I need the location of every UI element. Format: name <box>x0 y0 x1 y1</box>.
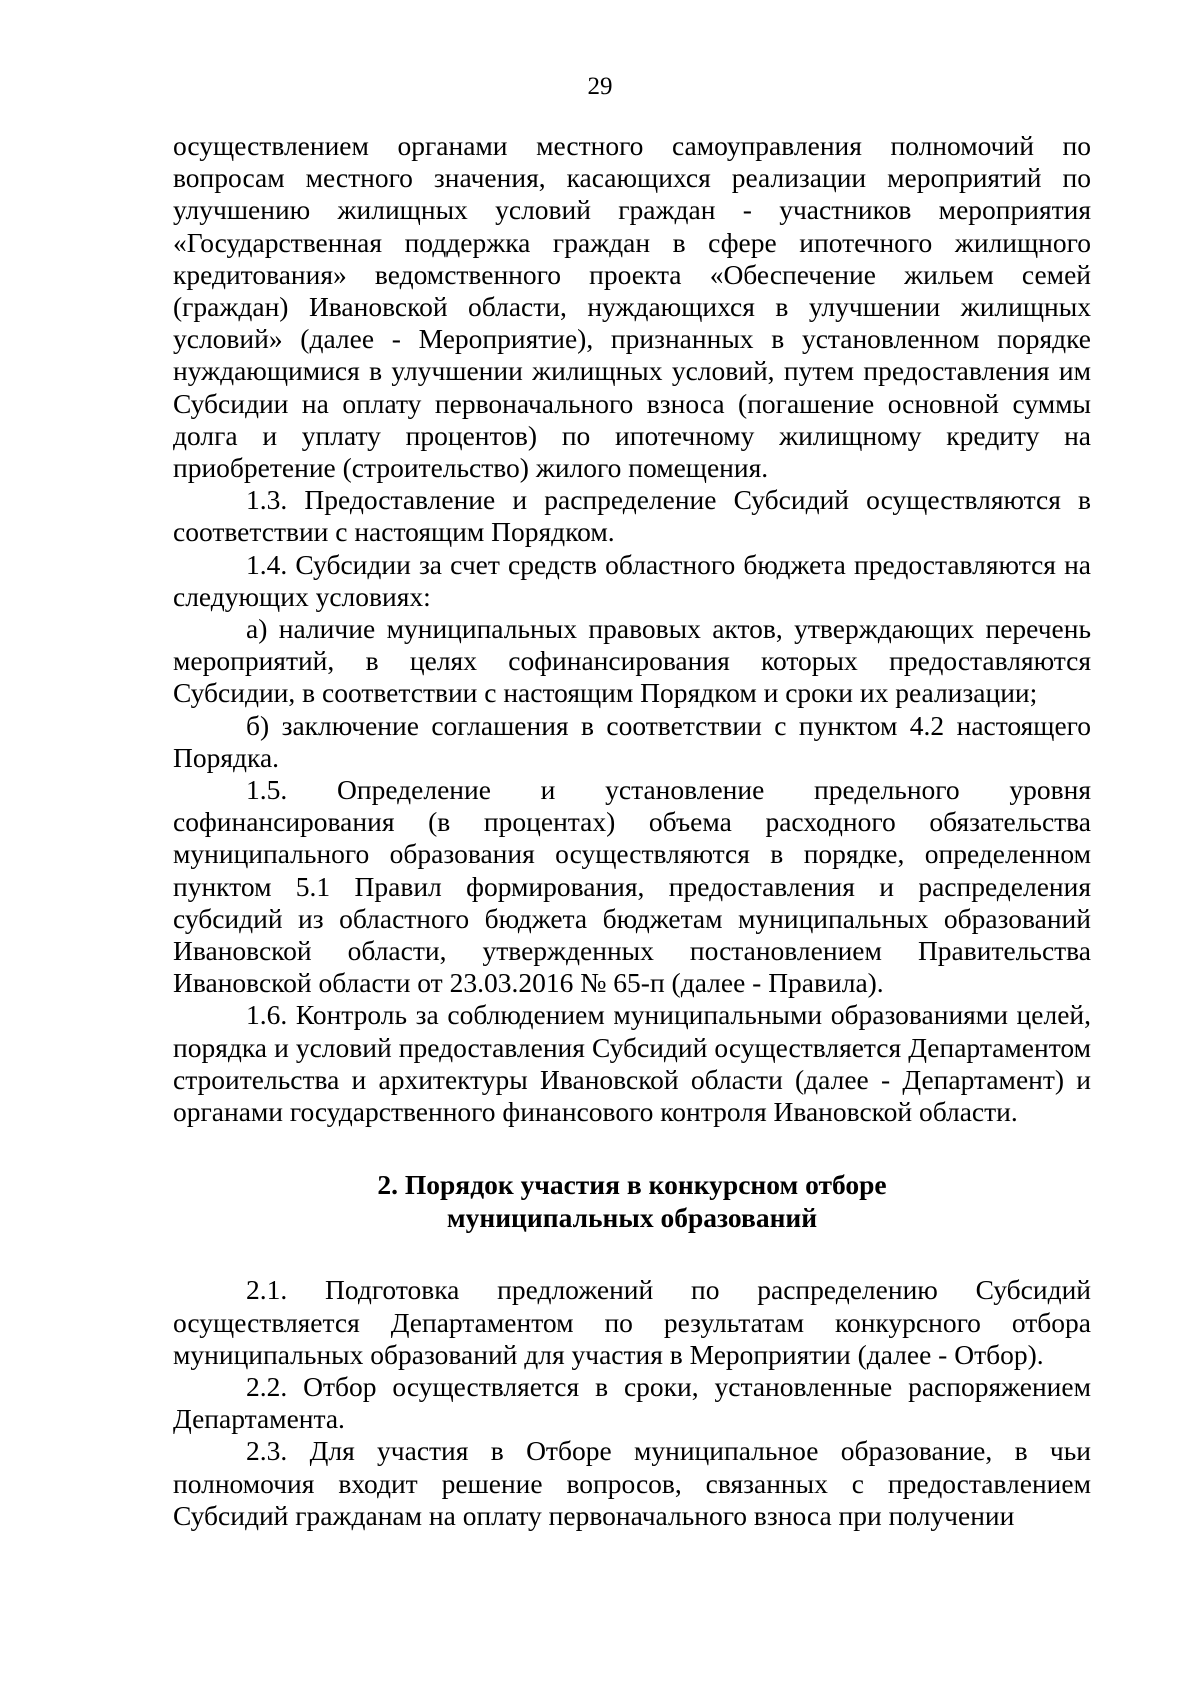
paragraph-2-3: 2.3. Для участия в Отборе муниципальное образование, в чьи полномочия входит решение вопросов, связанных с предоставлением Субсидий гражданам на оплату первоначального взноса при получении <box>173 1435 1091 1531</box>
paragraph-1-3: 1.3. Предоставление и распределение Субсидий осуществляются в соответствии с настоящим Порядком. <box>173 484 1091 548</box>
paragraph-2-1: 2.1. Подготовка предложений по распределению Субсидий осуществляется Департаментом по результатам конкурсного отбора муниципальных образований для участия в Мероприятии (далее - Отбор). <box>173 1274 1091 1370</box>
page-number: 29 <box>587 73 613 100</box>
paragraph-continuation: осуществлением органами местного самоуправления полномочий по вопросам местного значения, касающихся реализации мероприятий по улучшению жилищных условий граждан - участников мероприятия «Государственная поддержка граждан в сфере ипотечного жилищного кредитования» ведомственного проекта «Обеспечение жильем семей (граждан) Ивановской области, нуждающихся в улучшении жилищных условий» (далее - Мероприятие), признанных в установленном порядке нуждающимися в улучшении жилищных условий, путем предоставления им Субсидии на оплату первоначального взноса (погашение основной суммы долга и уплату процентов) по ипотечному жилищному кредиту на приобретение (строительство) жилого помещения. <box>173 130 1091 484</box>
document-body <box>173 130 1091 1532</box>
paragraph-1-6: 1.6. Контроль за соблюдением муниципальными образованиями целей, порядка и условий предоставления Субсидий осуществляется Департаментом строительства и архитектуры Ивановской области (далее - Департамент) и органами государственного финансового контроля Ивановской области. <box>173 999 1091 1128</box>
paragraph-1-4: 1.4. Субсидии за счет средств областного бюджета предоставляются на следующих условиях: <box>173 548 1091 612</box>
section-2-heading-line-2: муниципальных образований <box>446 1202 818 1234</box>
paragraph-1-4-b: б) заключение соглашения в соответствии с пунктом 4.2 настоящего Порядка. <box>173 709 1091 773</box>
paragraph-1-4-a: а) наличие муниципальных правовых актов, утверждающих перечень мероприятий, в целях софинансирования которых предоставляются Субсидии, в соответствии с настоящим Порядком и сроки их реализации; <box>173 613 1091 709</box>
section-2-heading-line-1: 2. Порядок участия в конкурсном отборе <box>377 1169 887 1201</box>
paragraph-2-2: 2.2. Отбор осуществляется в сроки, установленные распоряжением Департамента. <box>173 1370 1091 1435</box>
paragraph-1-5: 1.5. Определение и установление предельного уровня софинансирования (в процентах) объема расходного обязательства муниципального образования осуществляются в порядке, определенном пунктом 5.1 Правил формирования, предоставления и распределения субсидий из областного бюджета бюджетам муниципальных образований Ивановской области, утвержденных постановлением Правительства Ивановской области от 23.03.2016 № 65-п (далее - Правила). <box>173 774 1091 999</box>
section-2-heading <box>173 1168 1091 1234</box>
